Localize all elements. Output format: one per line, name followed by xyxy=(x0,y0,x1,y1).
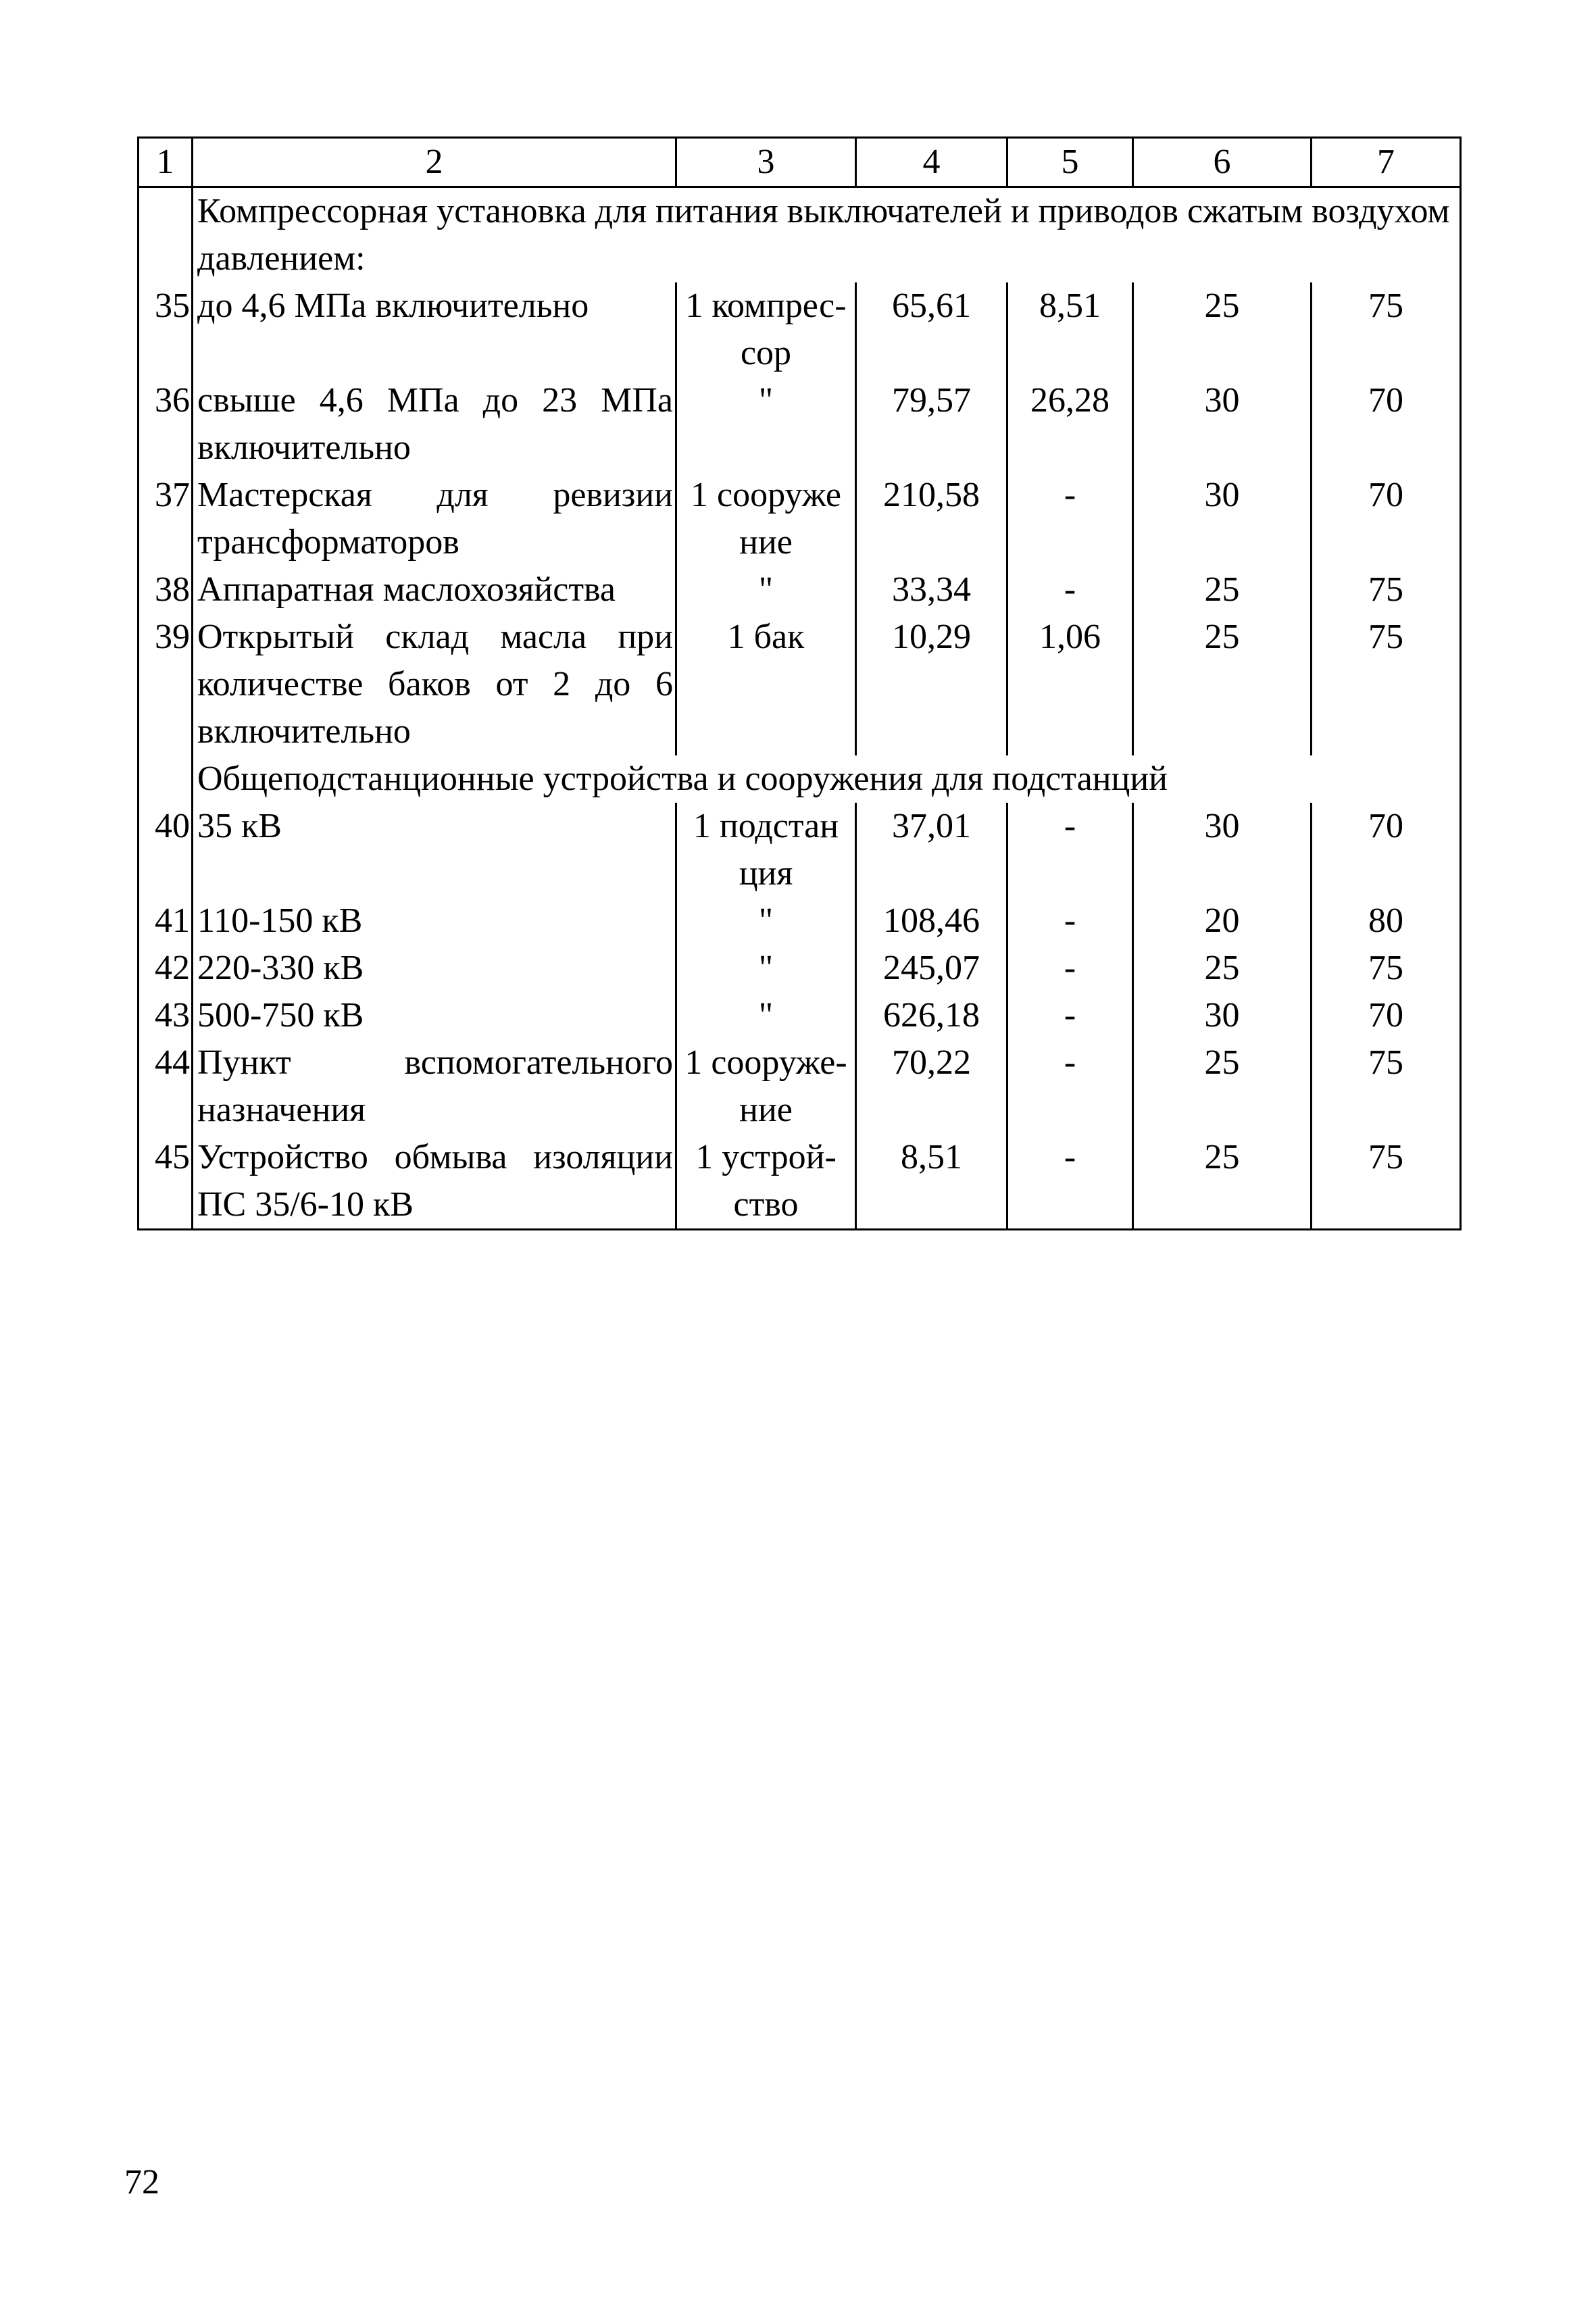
row-number: 42 xyxy=(139,945,193,992)
row-value-7: 75 xyxy=(1312,614,1461,755)
row-number: 41 xyxy=(139,897,193,945)
row-value-5: - xyxy=(1007,1039,1133,1134)
row-value-4: 70,22 xyxy=(856,1039,1007,1134)
table-row xyxy=(139,992,1461,1039)
row-number: 37 xyxy=(139,472,193,566)
row-value-4: 245,07 xyxy=(856,945,1007,992)
column-number: 3 xyxy=(676,138,856,187)
table-body-compressor xyxy=(139,282,1461,755)
row-value-6: 25 xyxy=(1133,566,1312,614)
row-number: 38 xyxy=(139,566,193,614)
row-value-7: 75 xyxy=(1312,566,1461,614)
row-unit: " xyxy=(676,897,856,945)
row-value-5: 26,28 xyxy=(1007,377,1133,472)
row-number: 45 xyxy=(139,1134,193,1230)
table-row xyxy=(139,566,1461,614)
row-value-5: - xyxy=(1007,992,1133,1039)
row-number: 36 xyxy=(139,377,193,472)
section-heading-row xyxy=(139,755,1461,803)
row-name: 220-330 кВ xyxy=(193,945,676,992)
row-value-4: 65,61 xyxy=(856,282,1007,377)
row-name: Пункт вспомогательного назначения xyxy=(193,1039,676,1134)
table-row xyxy=(139,1134,1461,1230)
row-name: до 4,6 МПа включительно xyxy=(193,282,676,377)
row-value-4: 8,51 xyxy=(856,1134,1007,1230)
row-value-7: 75 xyxy=(1312,945,1461,992)
row-name: 35 кВ xyxy=(193,803,676,897)
row-value-7: 75 xyxy=(1312,1039,1461,1134)
row-value-4: 37,01 xyxy=(856,803,1007,897)
row-value-5: - xyxy=(1007,1134,1133,1230)
table-row xyxy=(139,282,1461,377)
row-name: Аппаратная маслохозяйства xyxy=(193,566,676,614)
section-heading-row xyxy=(139,187,1461,283)
row-value-7: 80 xyxy=(1312,897,1461,945)
row-value-5: - xyxy=(1007,472,1133,566)
row-unit: 1 подстан ция xyxy=(676,803,856,897)
row-value-6: 30 xyxy=(1133,377,1312,472)
column-number: 2 xyxy=(193,138,676,187)
row-value-6: 25 xyxy=(1133,1039,1312,1134)
row-value-6: 30 xyxy=(1133,472,1312,566)
row-value-4: 10,29 xyxy=(856,614,1007,755)
row-value-6: 25 xyxy=(1133,1134,1312,1230)
row-value-7: 75 xyxy=(1312,282,1461,377)
row-value-6: 30 xyxy=(1133,992,1312,1039)
row-value-4: 210,58 xyxy=(856,472,1007,566)
section-heading: Общеподстанционные устройства и сооружения для подстанций xyxy=(193,755,1461,803)
row-value-7: 75 xyxy=(1312,1134,1461,1230)
column-number: 5 xyxy=(1007,138,1133,187)
row-unit: 1 компрес- сор xyxy=(676,282,856,377)
row-name: Устройство обмыва изоляции ПС 35/6-10 кВ xyxy=(193,1134,676,1230)
row-unit: " xyxy=(676,566,856,614)
column-number-row xyxy=(139,138,1461,187)
section-heading: Компрессорная установка для питания выключателей и приводов сжатым воздухом давлением: xyxy=(193,187,1461,283)
row-value-6: 25 xyxy=(1133,945,1312,992)
table-row xyxy=(139,945,1461,992)
column-number: 6 xyxy=(1133,138,1312,187)
row-value-7: 70 xyxy=(1312,803,1461,897)
row-value-5: 8,51 xyxy=(1007,282,1133,377)
row-name: Открытый склад масла при количестве баков от 2 до 6 включительно xyxy=(193,614,676,755)
row-value-5: - xyxy=(1007,566,1133,614)
row-unit: 1 сооруже ние xyxy=(676,472,856,566)
row-value-4: 108,46 xyxy=(856,897,1007,945)
table-row xyxy=(139,472,1461,566)
row-name: 110-150 кВ xyxy=(193,897,676,945)
table-body-substation xyxy=(139,803,1461,1230)
column-number: 7 xyxy=(1312,138,1461,187)
row-value-6: 25 xyxy=(1133,614,1312,755)
row-value-5: - xyxy=(1007,945,1133,992)
row-unit: " xyxy=(676,992,856,1039)
table-row xyxy=(139,1039,1461,1134)
column-number: 1 xyxy=(139,138,193,187)
row-number: 35 xyxy=(139,282,193,377)
row-number: 44 xyxy=(139,1039,193,1134)
table-row xyxy=(139,897,1461,945)
row-name: свыше 4,6 МПа до 23 МПа включительно xyxy=(193,377,676,472)
row-value-5: 1,06 xyxy=(1007,614,1133,755)
table-row xyxy=(139,614,1461,755)
row-value-6: 25 xyxy=(1133,282,1312,377)
row-value-6: 30 xyxy=(1133,803,1312,897)
row-value-4: 79,57 xyxy=(856,377,1007,472)
page-number: 72 xyxy=(124,2163,159,2201)
row-number: 39 xyxy=(139,614,193,755)
row-unit: " xyxy=(676,945,856,992)
row-value-5: - xyxy=(1007,897,1133,945)
row-value-7: 70 xyxy=(1312,472,1461,566)
norms-table xyxy=(137,136,1462,1230)
row-unit: 1 устрой- ство xyxy=(676,1134,856,1230)
row-value-4: 626,18 xyxy=(856,992,1007,1039)
row-unit: " xyxy=(676,377,856,472)
row-value-7: 70 xyxy=(1312,377,1461,472)
row-unit: 1 бак xyxy=(676,614,856,755)
row-value-6: 20 xyxy=(1133,897,1312,945)
column-number: 4 xyxy=(856,138,1007,187)
row-value-7: 70 xyxy=(1312,992,1461,1039)
row-name: 500-750 кВ xyxy=(193,992,676,1039)
row-value-4: 33,34 xyxy=(856,566,1007,614)
table-row xyxy=(139,377,1461,472)
row-number: 40 xyxy=(139,803,193,897)
row-number: 43 xyxy=(139,992,193,1039)
row-unit: 1 сооруже- ние xyxy=(676,1039,856,1134)
row-value-5: - xyxy=(1007,803,1133,897)
table-row xyxy=(139,803,1461,897)
row-name: Мастерская для ревизии трансформаторов xyxy=(193,472,676,566)
